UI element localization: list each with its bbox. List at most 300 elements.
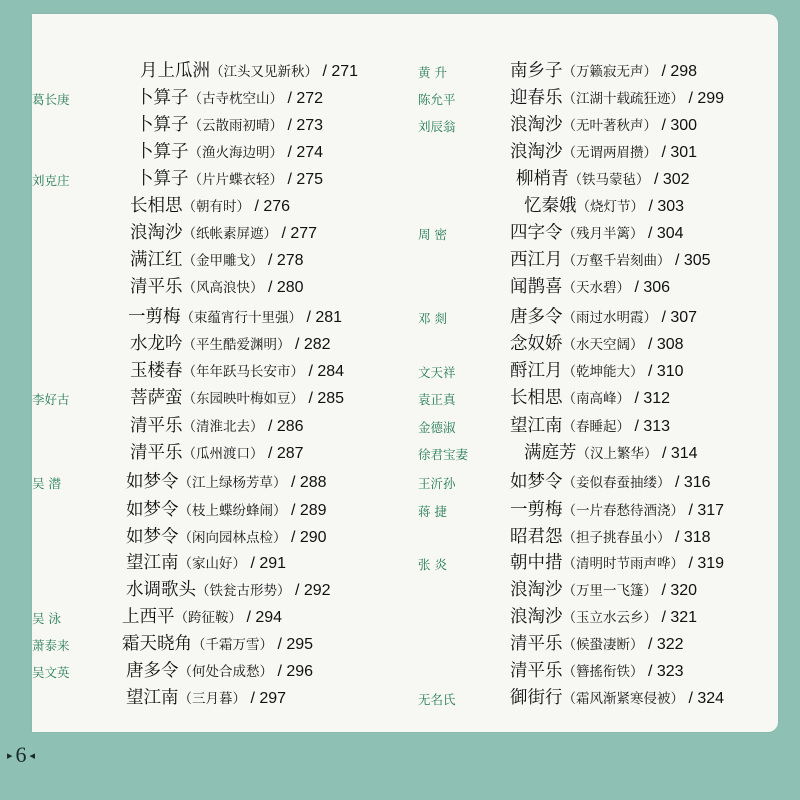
poem-first-line: （铁马蒙毡）: [568, 172, 650, 188]
poem-first-line: （汉上繁华）: [576, 446, 658, 462]
poem-title: 浪淘沙: [510, 142, 563, 162]
toc-entry[interactable]: [32, 604, 412, 630]
toc-entry[interactable]: [32, 193, 412, 219]
poem-title: 唐多令: [126, 661, 179, 681]
poem-first-line: （清淮北去）: [182, 419, 264, 435]
poem-title: 浪淘沙: [510, 115, 563, 135]
separator: /: [657, 609, 671, 626]
page-ref: 287: [276, 445, 304, 462]
poem-first-line: （闲向园林点检）: [178, 530, 287, 546]
separator: /: [684, 90, 698, 107]
toc-title-line: [126, 658, 313, 685]
separator: /: [290, 582, 304, 599]
poem-first-line: （家山好）: [178, 556, 246, 572]
separator: /: [286, 529, 300, 546]
toc-author: 周密: [418, 227, 452, 242]
toc-title-line: [136, 112, 323, 139]
toc-title-line: [510, 685, 724, 712]
toc-author: 吴泳: [32, 611, 66, 626]
toc-title-line: [136, 139, 323, 166]
poem-title: 朝中措: [510, 553, 563, 573]
page-ref: 282: [303, 336, 331, 353]
poem-first-line: （何处合成愁）: [178, 664, 273, 680]
page-ref: 304: [656, 225, 684, 242]
separator: /: [263, 252, 277, 269]
page-ref: 308: [656, 336, 684, 353]
toc-title-line: [510, 331, 684, 358]
toc-author: 黄升: [418, 65, 452, 80]
separator: /: [263, 445, 277, 462]
toc-entry[interactable]: [32, 631, 412, 657]
toc-entry[interactable]: [32, 274, 412, 300]
toc-title-line: [130, 331, 331, 358]
toc-title-line: [126, 524, 327, 551]
toc-entry[interactable]: [32, 247, 412, 273]
poem-first-line: （担子挑春虽小）: [562, 530, 671, 546]
toc-title-line: [130, 440, 304, 467]
toc-author: 王沂孙: [418, 476, 456, 491]
toc-title-line: [128, 304, 342, 331]
separator: /: [250, 198, 264, 215]
separator: /: [657, 117, 671, 134]
toc-author: 蒋捷: [418, 504, 452, 519]
poem-first-line: （平生酷爱渊明）: [182, 337, 291, 353]
separator: /: [630, 390, 644, 407]
page-ref: 305: [683, 252, 711, 269]
toc-title-line: [510, 550, 724, 577]
page-ref: 271: [331, 63, 359, 80]
toc-entry[interactable]: [418, 631, 798, 657]
poem-first-line: （候蛩凄断）: [562, 637, 644, 653]
poem-title: 望江南: [126, 553, 179, 573]
page-ref: 312: [643, 390, 671, 407]
poem-first-line: （片片蝶衣轻）: [188, 172, 283, 188]
poem-title: 御街行: [510, 688, 563, 708]
poem-title: 水调歌头: [126, 580, 196, 600]
poem-first-line: （万壑千岩刻曲）: [562, 253, 671, 269]
page-ref: 296: [286, 663, 314, 680]
poem-title: 南乡子: [510, 61, 563, 81]
separator: /: [657, 63, 671, 80]
toc-entry[interactable]: [418, 658, 798, 684]
page-ref: 307: [670, 309, 698, 326]
poem-title: 酹江月: [510, 361, 563, 381]
separator: /: [290, 336, 304, 353]
separator: /: [670, 529, 684, 546]
separator: /: [246, 690, 260, 707]
separator: /: [657, 309, 671, 326]
toc-author: 葛长庚: [32, 92, 70, 107]
page-ref: 313: [643, 418, 671, 435]
toc-entry[interactable]: [32, 112, 412, 138]
toc-author: 陈允平: [418, 92, 456, 107]
page-ref: 299: [697, 90, 725, 107]
poem-title: 望江南: [126, 688, 179, 708]
separator: /: [643, 636, 657, 653]
separator: /: [630, 279, 644, 296]
poem-title: 清平乐: [510, 661, 563, 681]
poem-first-line: （瓜州渡口）: [182, 446, 264, 462]
toc-author: 吴潜: [32, 476, 66, 491]
page-ref: 314: [670, 445, 698, 462]
poem-title: 月上瓜洲: [140, 61, 210, 81]
toc-entry[interactable]: [32, 550, 412, 576]
poem-title: 浪淘沙: [130, 223, 183, 243]
poem-title: 长相思: [130, 196, 183, 216]
toc-title-line: [136, 85, 323, 112]
separator: /: [263, 279, 277, 296]
poem-title: 闻鹊喜: [510, 277, 563, 297]
toc-title-line: [136, 166, 323, 193]
toc-title-line: [126, 577, 331, 604]
toc-entry[interactable]: [418, 358, 798, 384]
page-ref: 301: [670, 144, 698, 161]
poem-first-line: （万里一飞篷）: [562, 583, 657, 599]
page-ref: 310: [656, 363, 684, 380]
poem-title: 浪淘沙: [510, 607, 563, 627]
toc-entry[interactable]: [418, 524, 798, 550]
page-ref: 276: [263, 198, 291, 215]
separator: /: [684, 502, 698, 519]
poem-title: 清平乐: [130, 416, 183, 436]
poem-first-line: （一片春愁待酒浇）: [562, 503, 684, 519]
separator: /: [643, 336, 657, 353]
toc-author: 刘辰翁: [418, 119, 456, 134]
page-ref: 291: [259, 555, 287, 572]
separator: /: [684, 690, 698, 707]
toc-title-line: [510, 112, 697, 139]
poem-first-line: （无叶著秋声）: [562, 118, 657, 134]
page-ref: 294: [255, 609, 283, 626]
page-ref: 297: [259, 690, 287, 707]
toc-title-line: [130, 220, 317, 247]
toc-title-line: [510, 658, 684, 685]
toc-entry[interactable]: [32, 331, 412, 357]
page-ref: 317: [697, 502, 725, 519]
toc-entry[interactable]: [32, 385, 412, 411]
separator: /: [318, 63, 332, 80]
toc-entry[interactable]: [418, 166, 798, 192]
toc-title-line: [122, 604, 282, 631]
footer-arrow-right-icon: ◂: [29, 749, 36, 762]
poem-title: 浪淘沙: [510, 580, 563, 600]
poem-first-line: （风高浪快）: [182, 280, 264, 296]
toc-entry[interactable]: [32, 358, 412, 384]
poem-first-line: （江头又见新秋）: [210, 64, 318, 80]
page-ref: 324: [697, 690, 725, 707]
toc-entry[interactable]: [32, 166, 412, 192]
toc-entry[interactable]: [32, 524, 412, 550]
toc-entry[interactable]: [418, 58, 798, 84]
separator: /: [630, 418, 644, 435]
page-ref: 285: [317, 390, 345, 407]
separator: /: [657, 582, 671, 599]
toc-title-line: [140, 58, 358, 85]
toc-entry[interactable]: [418, 139, 798, 165]
toc-title-line: [130, 247, 304, 274]
poem-title: 卜算子: [136, 88, 189, 108]
toc-author: 徐君宝妻: [418, 447, 469, 462]
separator: /: [657, 445, 671, 462]
toc-author: 无名氏: [418, 692, 456, 707]
separator: /: [273, 663, 287, 680]
separator: /: [304, 390, 318, 407]
toc-entry[interactable]: [32, 577, 412, 603]
poem-first-line: （江上绿杨芳草）: [178, 475, 287, 491]
poem-first-line: （渔火海边明）: [188, 145, 283, 161]
toc-entry[interactable]: [32, 58, 412, 84]
separator: /: [649, 171, 663, 188]
poem-first-line: （三月暮）: [178, 691, 246, 707]
poem-title: 卜算子: [136, 169, 189, 189]
toc-title-line: [510, 604, 697, 631]
page-ref: 280: [276, 279, 304, 296]
poem-first-line: （天水碧）: [562, 280, 630, 296]
page-ref: 272: [296, 90, 324, 107]
toc-entry[interactable]: [418, 85, 798, 111]
page-ref: 286: [276, 418, 304, 435]
toc-entry[interactable]: [32, 469, 412, 495]
separator: /: [643, 663, 657, 680]
toc-entry[interactable]: [32, 304, 412, 330]
poem-title: 迎春乐: [510, 88, 563, 108]
poem-title: 如梦令: [126, 472, 179, 492]
toc-entry[interactable]: [418, 685, 798, 711]
toc-title-line: [130, 358, 344, 385]
poem-first-line: （东园映叶梅如豆）: [182, 391, 304, 407]
toc-title-line: [126, 469, 327, 496]
toc-author: 刘克庄: [32, 173, 70, 188]
toc-entry[interactable]: [32, 440, 412, 466]
separator: /: [644, 198, 658, 215]
toc-title-line: [510, 304, 697, 331]
poem-first-line: （妾似春蚕抽缕）: [562, 475, 671, 491]
separator: /: [246, 555, 260, 572]
poem-title: 满江红: [130, 250, 183, 270]
separator: /: [643, 225, 657, 242]
poem-title: 菩萨蛮: [130, 388, 183, 408]
poem-title: 如梦令: [126, 500, 179, 520]
page-ref: 322: [656, 636, 684, 653]
toc-title-line: [510, 220, 684, 247]
toc-entry[interactable]: [418, 193, 798, 219]
toc-title-line: [510, 577, 697, 604]
poem-title: 忆秦娥: [524, 196, 577, 216]
page-ref: 302: [662, 171, 690, 188]
toc-entry[interactable]: [418, 469, 798, 495]
separator: /: [670, 474, 684, 491]
toc-entry[interactable]: [32, 685, 412, 711]
page-ref: 319: [697, 555, 725, 572]
poem-title: 如梦令: [510, 472, 563, 492]
toc-author: 袁正真: [418, 392, 456, 407]
poem-title: 上西平: [122, 607, 175, 627]
page-ref: 281: [315, 309, 343, 326]
separator: /: [670, 252, 684, 269]
toc-title-line: [122, 631, 313, 658]
page-ref: 292: [303, 582, 331, 599]
toc-title-line: [516, 166, 690, 193]
toc-title-line: [130, 193, 290, 220]
toc-title-line: [510, 85, 724, 112]
poem-title: 霜天晓角: [122, 634, 192, 654]
toc-title-line: [126, 685, 286, 712]
toc-title-line: [510, 469, 711, 496]
toc-entry[interactable]: [32, 220, 412, 246]
toc-author: 李好古: [32, 392, 70, 407]
poem-first-line: （春睡起）: [562, 419, 630, 435]
toc-title-line: [510, 274, 670, 301]
separator: /: [242, 609, 256, 626]
poem-title: 昭君怨: [510, 527, 563, 547]
page-ref: 274: [296, 144, 324, 161]
toc-entry[interactable]: [418, 274, 798, 300]
toc-entry[interactable]: [418, 331, 798, 357]
poem-title: 念奴娇: [510, 334, 563, 354]
separator: /: [302, 309, 316, 326]
poem-first-line: （云散雨初晴）: [188, 118, 283, 134]
page-ref: 289: [299, 502, 327, 519]
poem-first-line: （年年跃马长安市）: [182, 364, 304, 380]
poem-first-line: （南高峰）: [562, 391, 630, 407]
page-ref: 316: [683, 474, 711, 491]
separator: /: [283, 144, 297, 161]
page-ref: 298: [670, 63, 698, 80]
poem-title: 满庭芳: [524, 443, 577, 463]
page-ref: 295: [286, 636, 314, 653]
toc-entry[interactable]: [418, 413, 798, 439]
poem-first-line: （烧灯节）: [576, 199, 644, 215]
poem-first-line: （金甲雕戈）: [182, 253, 264, 269]
toc-title-line: [510, 524, 711, 551]
toc-entry[interactable]: [418, 604, 798, 630]
separator: /: [263, 418, 277, 435]
poem-first-line: （千霜万雪）: [192, 637, 273, 653]
toc-entry[interactable]: [418, 497, 798, 523]
footer-arrow-left-icon: ▸: [7, 749, 13, 762]
toc-entry[interactable]: [418, 440, 798, 466]
poem-title: 一剪梅: [128, 307, 181, 327]
poem-title: 望江南: [510, 416, 563, 436]
toc-title-line: [524, 440, 698, 467]
toc-title-line: [510, 497, 724, 524]
poem-title: 玉楼春: [130, 361, 183, 381]
poem-title: 如梦令: [126, 527, 179, 547]
poem-first-line: （铁瓮古形势）: [196, 583, 291, 599]
page-ref: 288: [299, 474, 327, 491]
poem-title: 清平乐: [510, 634, 563, 654]
toc-entry[interactable]: [418, 550, 798, 576]
toc-entry[interactable]: [32, 413, 412, 439]
poem-title: 长相思: [510, 388, 563, 408]
toc-title-line: [130, 413, 304, 440]
separator: /: [277, 225, 291, 242]
toc-title-line: [126, 497, 327, 524]
toc-entry[interactable]: [418, 577, 798, 603]
toc-author: 文天祥: [418, 365, 456, 380]
separator: /: [273, 636, 287, 653]
poem-first-line: （雨过水明霞）: [562, 310, 657, 326]
poem-title: 一剪梅: [510, 500, 563, 520]
poem-title: 西江月: [510, 250, 563, 270]
poem-title: 水龙吟: [130, 334, 183, 354]
separator: /: [286, 474, 300, 491]
toc-entry[interactable]: [418, 247, 798, 273]
poem-first-line: （簪搖衔铁）: [562, 664, 644, 680]
poem-first-line: （江湖十载疏狂迹）: [562, 91, 684, 107]
separator: /: [283, 171, 297, 188]
toc-title-line: [510, 358, 684, 385]
toc-entry[interactable]: [32, 139, 412, 165]
separator: /: [684, 555, 698, 572]
page-ref: 303: [657, 198, 685, 215]
toc-author: 萧泰来: [32, 638, 70, 653]
poem-first-line: （无谓两眉攒）: [562, 145, 657, 161]
toc-entry[interactable]: [32, 658, 412, 684]
poem-first-line: （枝上蝶纷蜂闹）: [178, 503, 287, 519]
poem-first-line: （朝有时）: [182, 199, 250, 215]
page-ref: 320: [670, 582, 698, 599]
poem-first-line: （束蕴宵行十里强）: [180, 310, 302, 326]
toc-author: 吴文英: [32, 665, 70, 680]
page-footer: [4, 742, 38, 768]
toc-title-line: [510, 247, 711, 274]
poem-first-line: （玉立水云乡）: [562, 610, 657, 626]
page-ref: 290: [299, 529, 327, 546]
toc-title-line: [510, 413, 670, 440]
poem-first-line: （万籁寂无声）: [562, 64, 657, 80]
toc-author: 金德淑: [418, 420, 456, 435]
toc-entry[interactable]: [418, 112, 798, 138]
page-ref: 278: [276, 252, 304, 269]
toc-title-line: [126, 550, 286, 577]
page-ref: 318: [683, 529, 711, 546]
page-ref: 306: [643, 279, 671, 296]
poem-title: 清平乐: [130, 443, 183, 463]
page-ref: 273: [296, 117, 324, 134]
toc-title-line: [524, 193, 684, 220]
poem-first-line: （残月半篱）: [562, 226, 644, 242]
toc-entry[interactable]: [418, 385, 798, 411]
poem-first-line: （霜风渐紧寒侵被）: [562, 691, 684, 707]
poem-title: 四字令: [510, 223, 563, 243]
toc-title-line: [510, 631, 684, 658]
page-ref: 321: [670, 609, 698, 626]
poem-first-line: （乾坤能大）: [562, 364, 644, 380]
page-ref: 277: [290, 225, 318, 242]
separator: /: [283, 117, 297, 134]
poem-first-line: （古寺枕空山）: [188, 91, 283, 107]
separator: /: [286, 502, 300, 519]
toc-author: 张炎: [418, 557, 452, 572]
page-ref: 323: [656, 663, 684, 680]
toc-author: 邓剡: [418, 311, 452, 326]
toc-title-line: [510, 58, 697, 85]
toc-page: [32, 14, 778, 732]
poem-first-line: （纸帐素屏遮）: [182, 226, 277, 242]
poem-first-line: （清明时节雨声哗）: [562, 556, 684, 572]
toc-title-line: [510, 139, 697, 166]
toc-entry[interactable]: [32, 497, 412, 523]
poem-title: 清平乐: [130, 277, 183, 297]
toc-entry[interactable]: [418, 304, 798, 330]
separator: /: [304, 363, 318, 380]
page-number: 6: [15, 742, 27, 767]
toc-entry[interactable]: [418, 220, 798, 246]
toc-entry[interactable]: [32, 85, 412, 111]
page-ref: 284: [317, 363, 345, 380]
separator: /: [283, 90, 297, 107]
